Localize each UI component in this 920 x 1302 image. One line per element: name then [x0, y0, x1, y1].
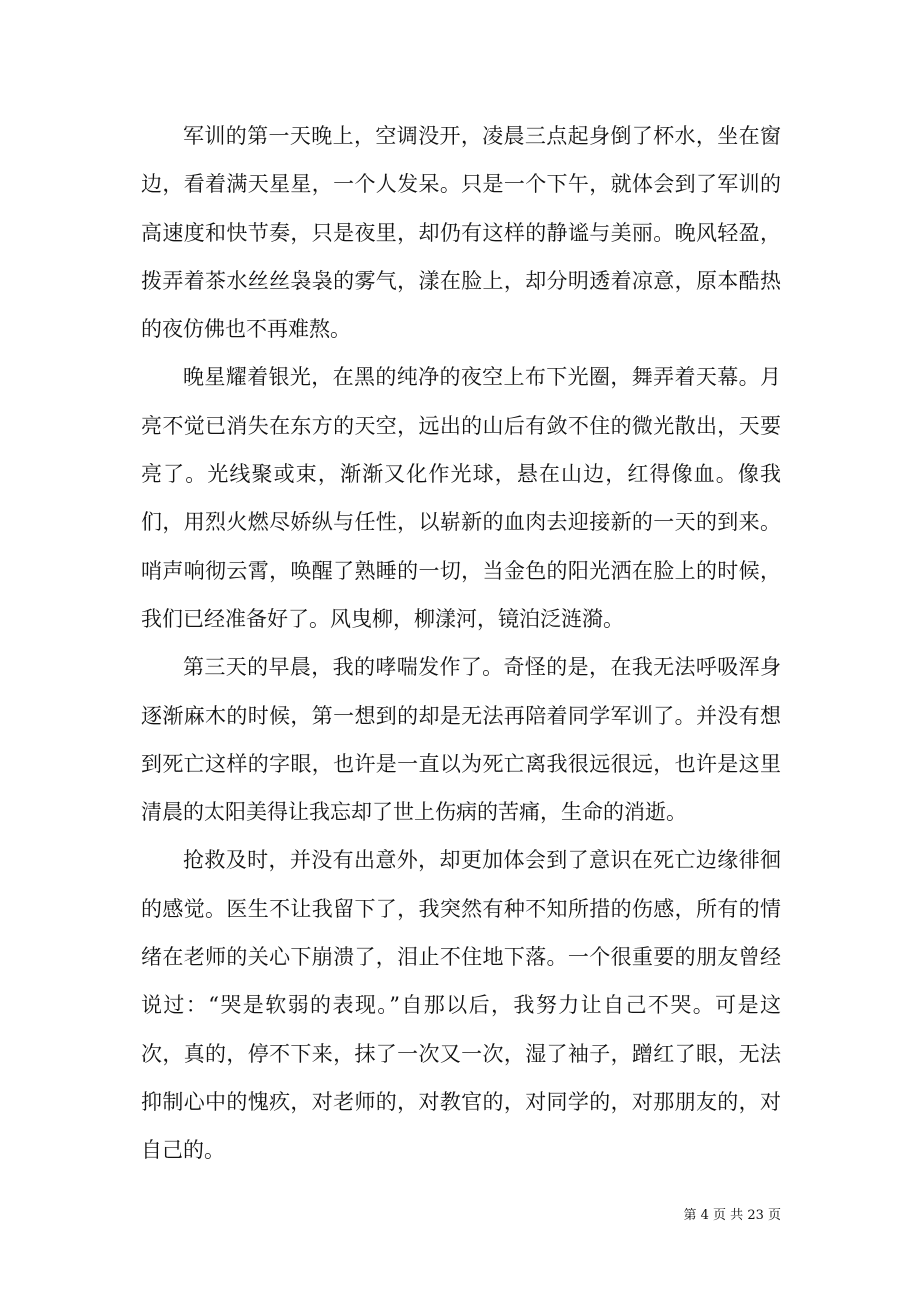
- body-text: [141, 112, 781, 1175]
- paragraph: 第三天的早晨，我的哮喘发作了。奇怪的是，在我无法呼吸浑身逐渐麻木的时候，第一想到的却是无法再陪着同学军训了。并没有想到死亡这样的字眼，也许是一直以为死亡离我很远很远，也许是这里清晨的太阳美得让我忘却了世上伤病的苦痛，生命的消逝。: [141, 655, 781, 825]
- paragraph: 晚星耀着银光，在黑的纯净的夜空上布下光圈，舞弄着天幕。月亮不觉已消失在东方的天空，远出的山后有敛不住的微光散出，天要亮了。光线聚或束，渐渐又化作光球，悬在山边，红得像血。像我们，用烈火燃尽娇纵与任性，以崭新的血肉去迎接新的一天的到来。哨声响彻云霄，唤醒了熟睡的一切，当金色的阳光洒在脸上的时候，我们已经准备好了。风曳柳，柳漾河，镜泊泛涟漪。: [141, 365, 781, 631]
- page-number: 第 4 页 共 23 页: [683, 1208, 781, 1223]
- paragraph: 军训的第一天晚上，空调没开，凌晨三点起身倒了杯水，坐在窗边，看着满天星星，一个人发呆。只是一个下午，就体会到了军训的高速度和快节奏，只是夜里，却仍有这样的静谧与美丽。晚风轻盈，拨弄着茶水丝丝袅袅的雾气，漾在脸上，却分明透着凉意，原本酷热的夜仿佛也不再难熬。: [141, 124, 781, 342]
- paragraph: 抢救及时，并没有出意外，却更加体会到了意识在死亡边缘徘徊的感觉。医生不让我留下了，我突然有种不知所措的伤感，所有的情绪在老师的关心下崩溃了，泪止不住地下落。一个很重要的朋友曾经说过：“哭是软弱的表现。”自那以后，我努力让自己不哭。可是这次，真的，停不下来，抹了一次又一次，湿了袖子，蹭红了眼，无法抑制心中的愧疚，对老师的，对教官的，对同学的，对那朋友的，对自己的。: [141, 848, 781, 1163]
